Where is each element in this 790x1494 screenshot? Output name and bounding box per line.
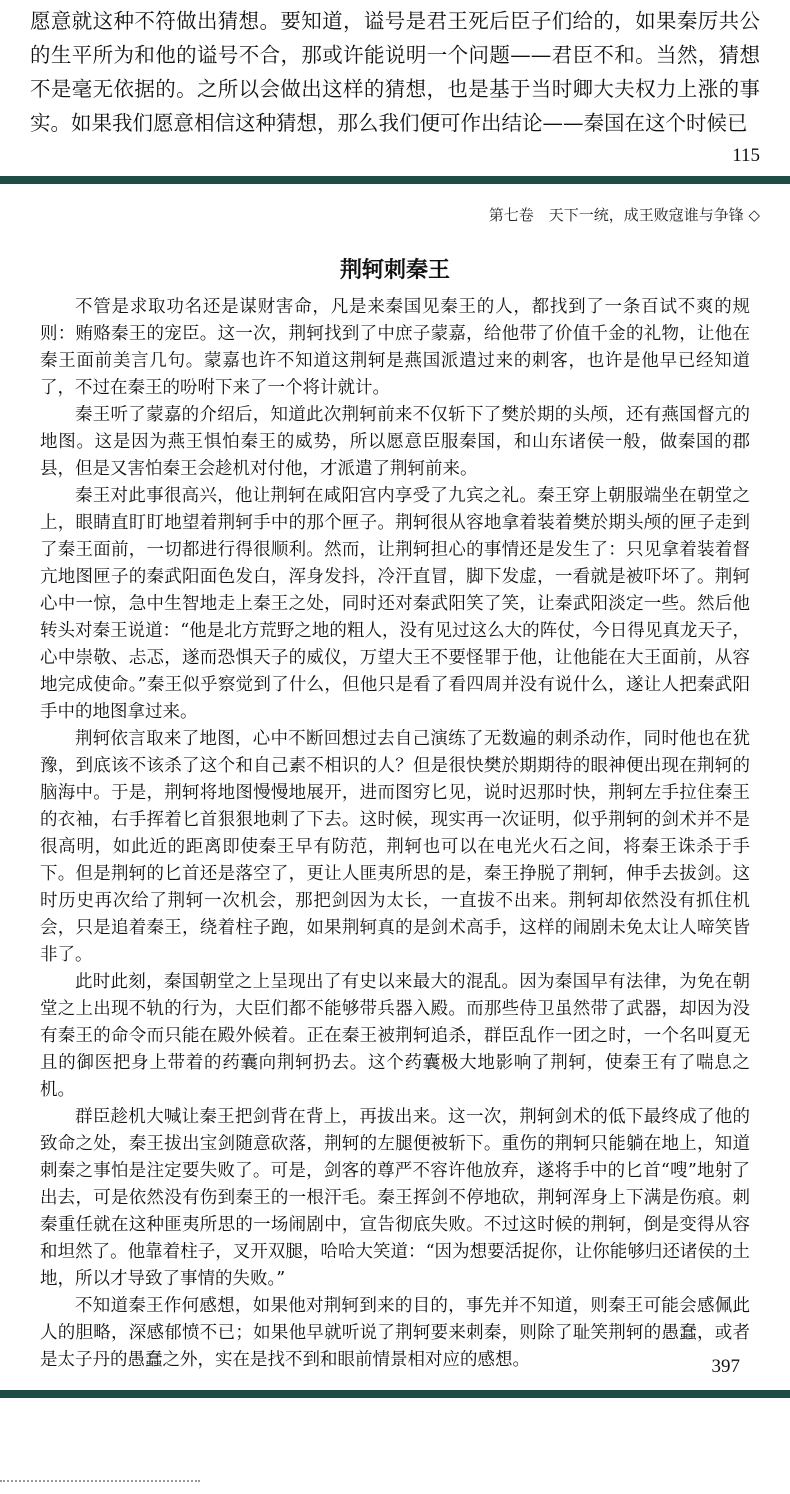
page-number-top: 115 — [732, 145, 760, 166]
divider-bar-bottom — [0, 1390, 790, 1398]
body-text — [40, 294, 750, 1374]
page-number-bottom: 397 — [711, 1356, 740, 1377]
running-header: 第七卷 天下一统，成王败寇谁与争锋 ◇ — [488, 206, 760, 224]
paragraph: 秦王对此事很高兴，他让荆轲在咸阳宫内享受了九宾之礼。秦王穿上朝服端坐在朝堂之上，眼睛直盯盯地望着荆轲手中的那个匣子。荆轲很从容地拿着装着樊於期头颅的匣子走到了秦王面前，一切都进行得很顺利。然而，让荆轲担心的事情还是发生了：只见拿着装着督亢地图匣子的秦武阳面色发白，浑身发抖，冷汗直冒，脚下发虚，一看就是被吓坏了。荆轲心中一惊，急中生智地走上秦王之处，同时还对秦武阳笑了笑，让秦武阳淡定一些。然后他转头对秦王说道：“他是北方荒野之地的粗人，没有见过这么大的阵仗，今日得见真龙天子，心中崇敬、忐忑，遂而恐惧天子的威仪，万望大王不要怪罪于他，让他能在大王面前，从容地完成使命。”秦王似乎察觉到了什么，但他只是看了看四周并没有说什么，遂让人把秦武阳手中的地图拿过来。 — [40, 486, 750, 722]
previous-page-text — [30, 4, 760, 140]
dotted-divider — [0, 1480, 200, 1484]
paragraph: 不知道秦王作何感想，如果他对荆轲到来的目的，事先并不知道，则秦王可能会感佩此人的胆略，深感郁愤不已；如果他早就听说了荆轲要来刺秦，则除了耻笑荆轲的愚蠢，或者是太子丹的愚蠢之外，实在是找不到和眼前情景相对应的感想。 — [40, 1296, 750, 1370]
previous-page-fragment — [0, 0, 790, 170]
paragraph: 荆轲依言取来了地图，心中不断回想过去自己演练了无数遍的刺杀动作，同时他也在犹豫，到底该不该杀了这个和自己素不相识的人？但是很快樊於期期待的眼神便出现在荆轲的脑海中。于是，荆轲将地图慢慢地展开，进而图穷匕见，说时迟那时快，荆轲左手拉住秦王的衣袖，右手挥着匕首狠狠地刺了下去。这时候，现实再一次证明，似乎荆轲的剑术并不是很高明，如此近的距离即使秦王早有防范，荆轲也可以在电光火石之间，将秦王诛杀于手下。但是荆轲的匕首还是落空了，更让人匪夷所思的是，秦王挣脱了荆轲，伸手去拔剑。这时历史再次给了荆轲一次机会，那把剑因为太长，一直拔不出来。荆轲却依然没有抓住机会，只是追着秦王，绕着柱子跑，如果荆轲真的是剑术高手，这样的闹剧未免太让人啼笑皆非了。 — [40, 729, 750, 965]
chapter-title: 荆轲刺秦王 — [339, 258, 450, 283]
paragraph: 群臣趁机大喊让秦王把剑背在背上，再拔出来。这一次，荆轲剑术的低下最终成了他的致命之处，秦王拔出宝剑随意砍落，荆轲的左腿便被斩下。重伤的荆轲只能躺在地上，知道刺秦之事怕是注定要失败了。可是，剑客的尊严不容许他放弃，遂将手中的匕首“嗖”地射了出去，可是依然没有伤到秦王的一根汗毛。秦王挥剑不停地砍，荆轲浑身上下满是伤痕。刺秦重任就在这种匪夷所思的一场闹剧中，宣告彻底失败。不过这时候的荆轲，倒是变得从容和坦然了。他靠着柱子，叉开双腿，哈哈大笑道：“因为想要活捉你，让你能够归还诸侯的土地，所以才导致了事情的失败。” — [40, 1107, 750, 1289]
paragraph: 秦王听了蒙嘉的介绍后，知道此次荆轲前来不仅斩下了樊於期的头颅，还有燕国督亢的地图。这是因为燕王惧怕秦王的威势，所以愿意臣服秦国，和山东诸侯一般，做秦国的郡县，但是又害怕秦王会趁机对付他，才派遣了荆轲前来。 — [40, 405, 750, 479]
paragraph: 不管是求取功名还是谋财害命，凡是来秦国见秦王的人，都找到了一条百试不爽的规则：贿赂秦王的宠臣。这一次，荆轲找到了中庶子蒙嘉，给他带了价值千金的礼物，让他在秦王面前美言几句。蒙嘉也许不知道这荆轲是燕国派遣过来的刺客，也许是他早已经知道了，不过在秦王的吩咐下来了一个将计就计。 — [40, 297, 750, 398]
paragraph: 此时此刻，秦国朝堂之上呈现出了有史以来最大的混乱。因为秦国早有法律，为免在朝堂之上出现不轨的行为，大臣们都不能够带兵器入殿。而那些侍卫虽然带了武器，却因为没有秦王的命令而只能在殿外候着。正在秦王被荆轲追杀，群臣乱作一团之时，一个名叫夏无且的御医把身上带着的药囊向荆轲扔去。这个药囊极大地影响了荆轲，使秦王有了喘息之机。 — [40, 972, 750, 1100]
divider-bar-top — [0, 176, 790, 184]
paragraph: 愿意就这种不符做出猜想。要知道，谥号是君王死后臣子们给的，如果秦厉共公的生平所为和他的谥号不合，那或许能说明一个问题——君臣不和。当然，猜想不是毫无依据的。之所以会做出这样的猜想，也是基于当时卿大夫权力上涨的事实。如果我们愿意相信这种猜想，那么我们便可作出结论——秦国在这个时候已 — [30, 9, 760, 135]
